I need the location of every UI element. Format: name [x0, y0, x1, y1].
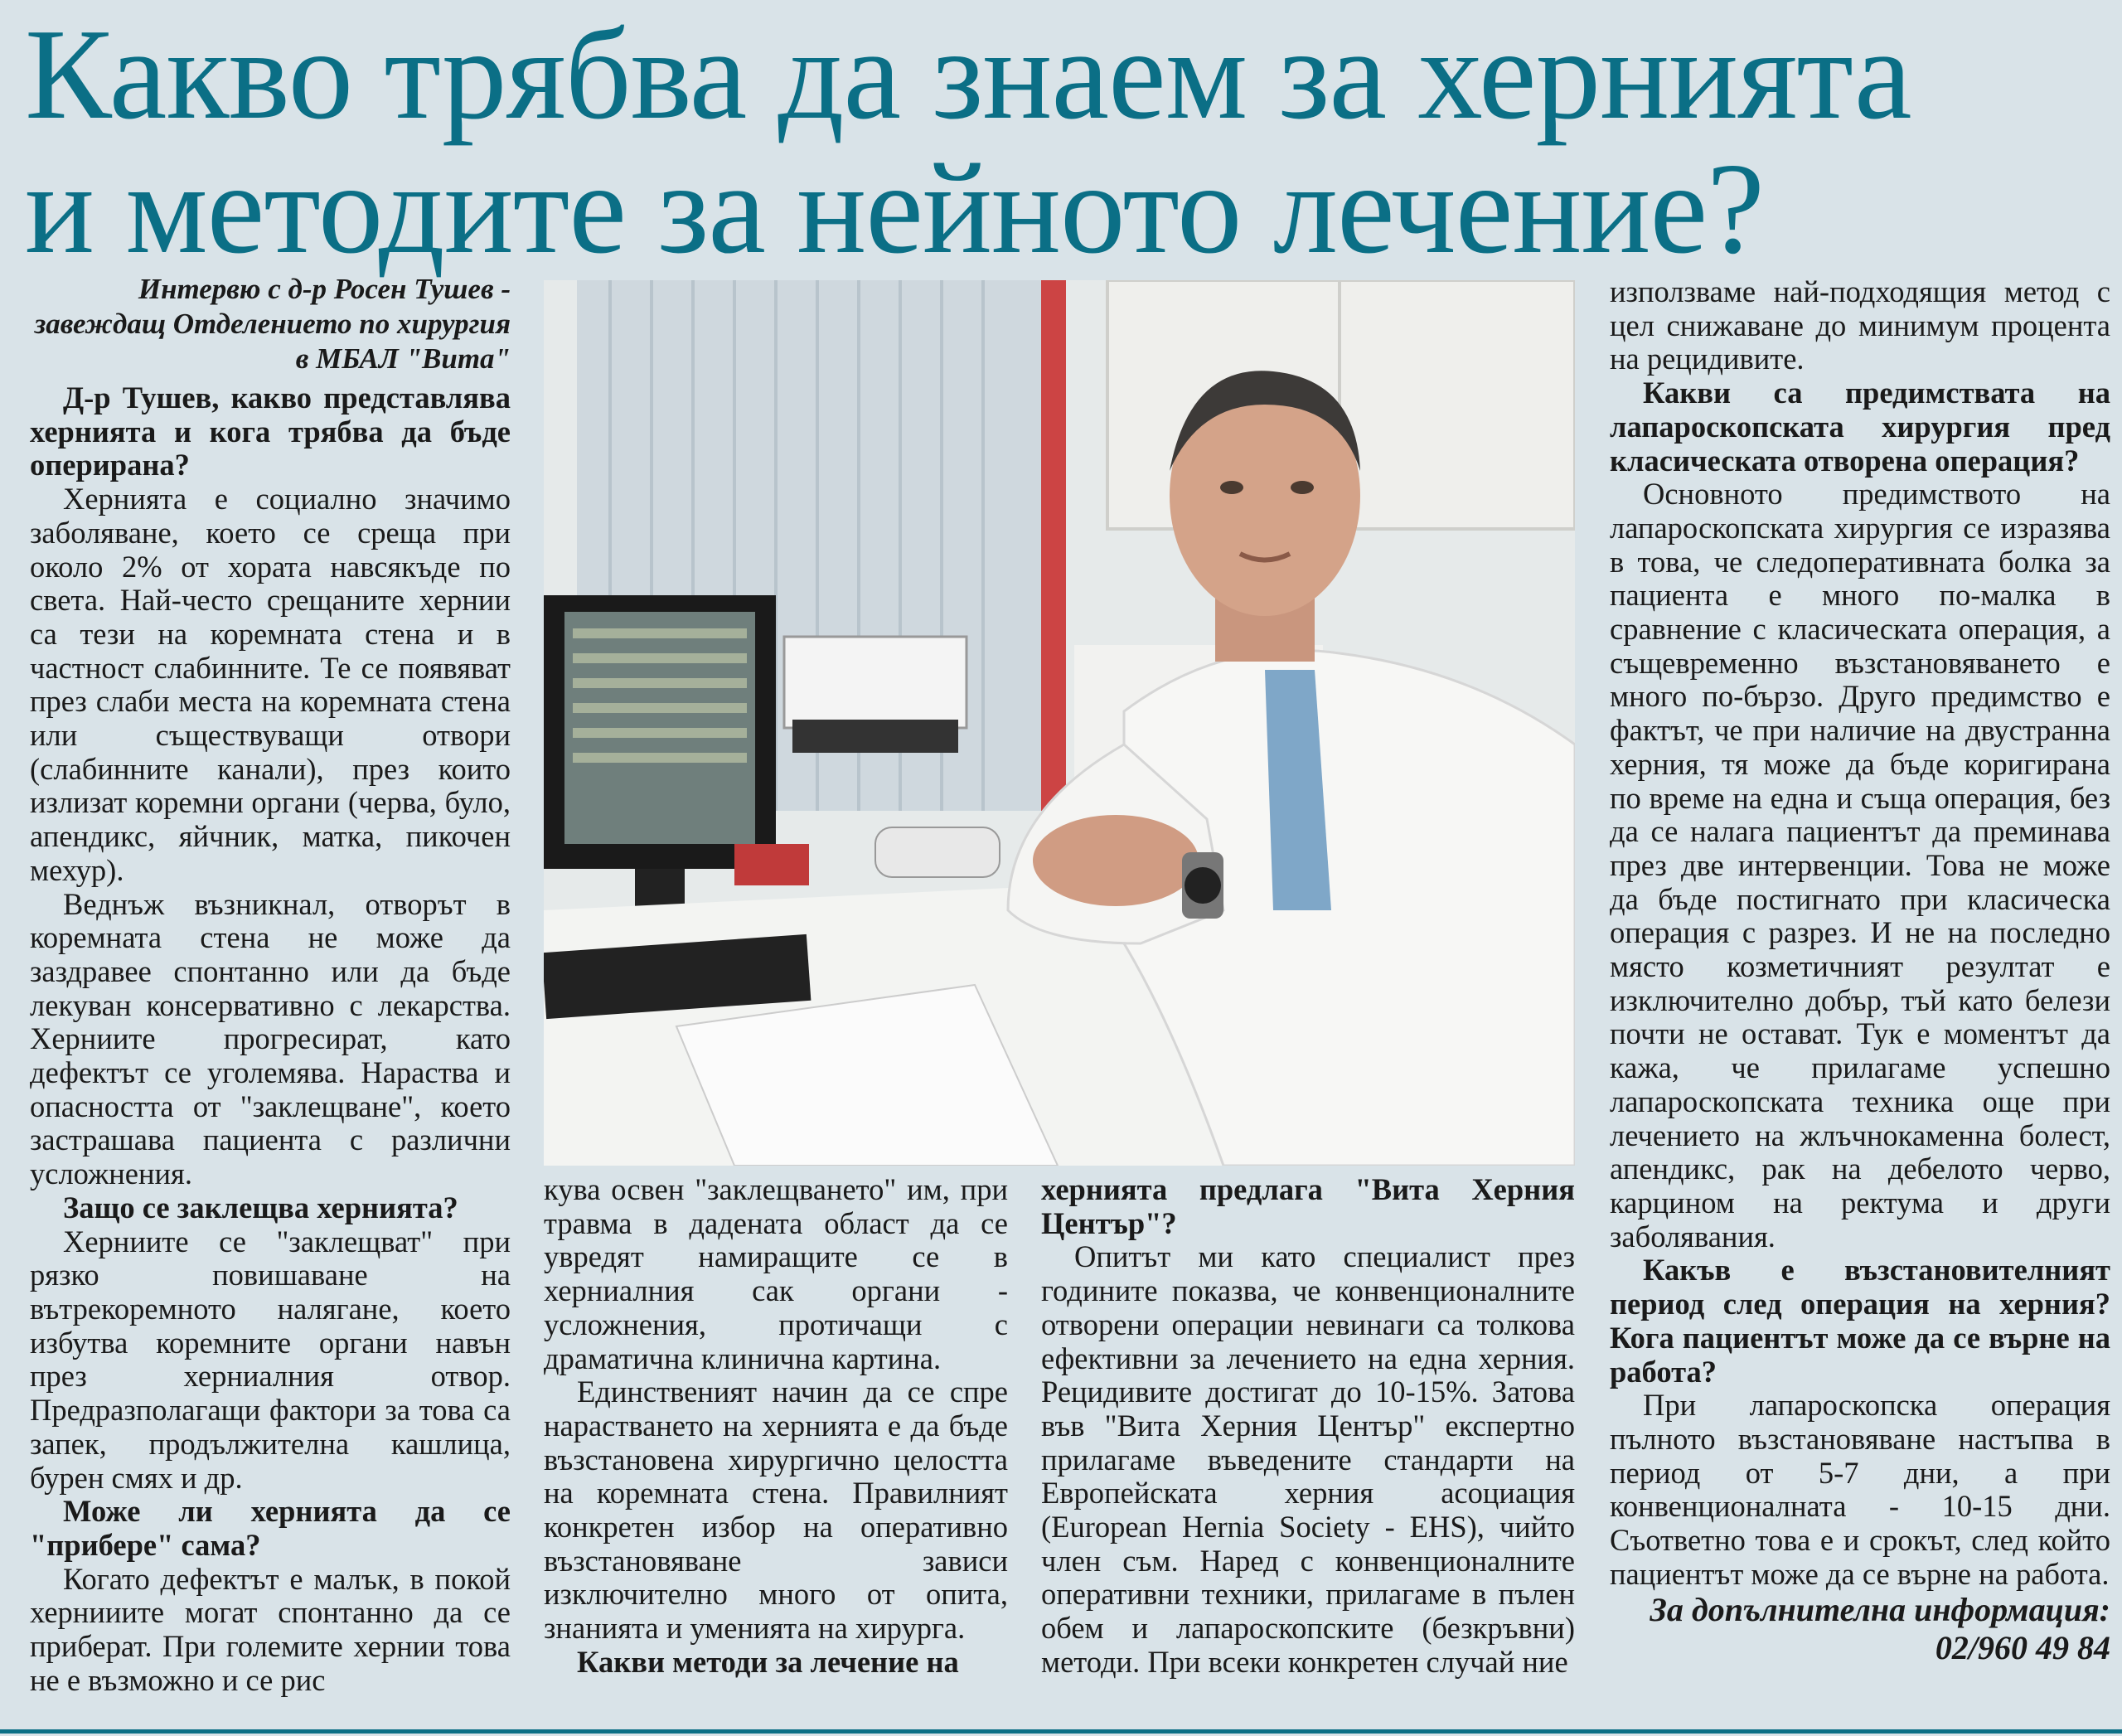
doctor-photo: [544, 280, 1575, 1166]
paragraph-4b: кува освен "заклещването" им, при травма в дадената област да се увредят намиращите се в херниалния сак органи - усложнения, протичащи с драматична клинична картина.: [544, 1172, 1008, 1375]
bottom-rule: [0, 1729, 2122, 1734]
paragraph-4a: Когато дефектът е малък, в покой хернииите могат спонтанно да се приберат. При големите хернии това не е възможно и се рис: [30, 1561, 511, 1697]
question-4a: Какви методи за лечение на: [577, 1644, 959, 1679]
headline-line2: и методите за нейното лечение?: [25, 136, 1764, 280]
contact-info: За допълнителна информация: 02/960 49 84: [1650, 1591, 2110, 1667]
article-column-4: [1610, 275, 2110, 1667]
paragraph-2: Веднъж възникнал, отворът в коремната стена не може да заздравее спонтанно или да бъде лекуван консервативно с лекарства. Херниите прогресират, като дефектът се уголемява. Нараства и опасността от "заклещване", което застрашава пациента с различни усложнения.: [30, 886, 511, 1191]
article-column-2: [544, 1173, 1008, 1680]
question-1: Д-р Тушев, какво представлява хернията и кога трябва да бъде оперирана?: [30, 381, 511, 482]
question-5: Какви са предимствата на лапароскопската хирургия пред класическата отворена операция?: [1610, 376, 2110, 478]
paragraph-8: При лапароскопска операция пълното възстановяване настъпва в период от 5-7 дни, а при конвенционалната - 10-15 дни. Съответно това е и срокът, след който пациентът може да се върне на работа.: [1610, 1388, 2110, 1591]
paragraph-5: Единственият начин да се спре нарастването на хернията е да бъде възстановена хирургично целостта на коремната стена. Правилният конкретен избор на оперативно възстановяване зависи изключително много от опита, знанията и уменията на хирурга.: [544, 1375, 1008, 1646]
headline-line1: Какво трябва да знаем за херният: [25, 2, 1854, 146]
question-3: Може ли хернията да се "прибере" сама?: [30, 1494, 511, 1562]
paragraph-6a: Опитът ми като специалист през годините показва, че конвенционалните отворени операции невинаги са толкова ефективни за лечението на една херния. Рецидивите достигат до 10-15%. Затова във "Вита Херния Център" експертно прилагаме въведените стандарти на Европейската херния асоциация (European Hernia Society - EHS), чийто член съм. Наред с конвенционалните оперативни техники, прилагаме в пълен обем и лапароскопските (безкръвни) методи. При всеки конкретен случай ние: [1041, 1239, 1575, 1679]
byline: Интервю с д-р Росен Тушев - завеждащ Отделението по хирургия в МБАЛ "Вита": [34, 273, 511, 375]
headline-line1-tail: а: [1853, 2, 1911, 146]
question-4b: хернията предлага "Вита Херния Център"?: [1041, 1172, 1575, 1240]
paragraph-1: Хернията е социално значимо заболяване, което се среща при около 2% от хората навсякъде по света. Най-често срещаните хернии са тези на коремната стена и в частност слабинните. Те се появяват през слаби места на коремната стена или съществуващи отвори (слабинните канали), през които излизат коремни органи (черва, було, апендикс, яйчник, матка, пикочен мехур).: [30, 482, 511, 887]
paragraph-6b: използваме най-подходящия метод с цел снижаване до минимум процента на рецидивите.: [1610, 274, 2110, 376]
headline: [25, 2, 2097, 280]
article-column-3: [1041, 1173, 1575, 1680]
article-column-1: [30, 272, 511, 1697]
doctor-photo-illustration: [544, 280, 1575, 1166]
question-6: Какъв е възстановителният период след операция на херния? Кога пациентът може да се върне на работа?: [1610, 1253, 2110, 1389]
paragraph-3: Херниите се "заклещват" при рязко повишаване на вътрекоремното налягане, което избутва коремните органи навън през херниалния отвор. Предразполагащи фактори за това са запек, продължителна кашлица, бурен смях и др.: [30, 1224, 511, 1495]
question-2: Защо се заклещва хернията?: [63, 1190, 458, 1224]
paragraph-7: Основното предимството на лапароскопската хирургия се изразява в това, че следоперативната болка за пациента е много по-малка в сравнение с класическата операция, а същевременно възстановяването е много по-бързо. Друго предимство е фактът, че при наличие на двустранна херния, тя може да бъде коригирана по време на една и съща операция, без да се налага пациентът да преминава през две интервенции. Това не може да бъде постигнато при класическа операция с разрез. И не на последно място козметичният резултат е изключително добър, тъй като белези почти не остават. Тук е моментът да кажа, че прилагаме успешно лапароскопската техника още при лечението на жлъчнокаменна болест, апендикс, рак на дебелото черво, карцином на ректума и други заболявания.: [1610, 477, 2110, 1254]
